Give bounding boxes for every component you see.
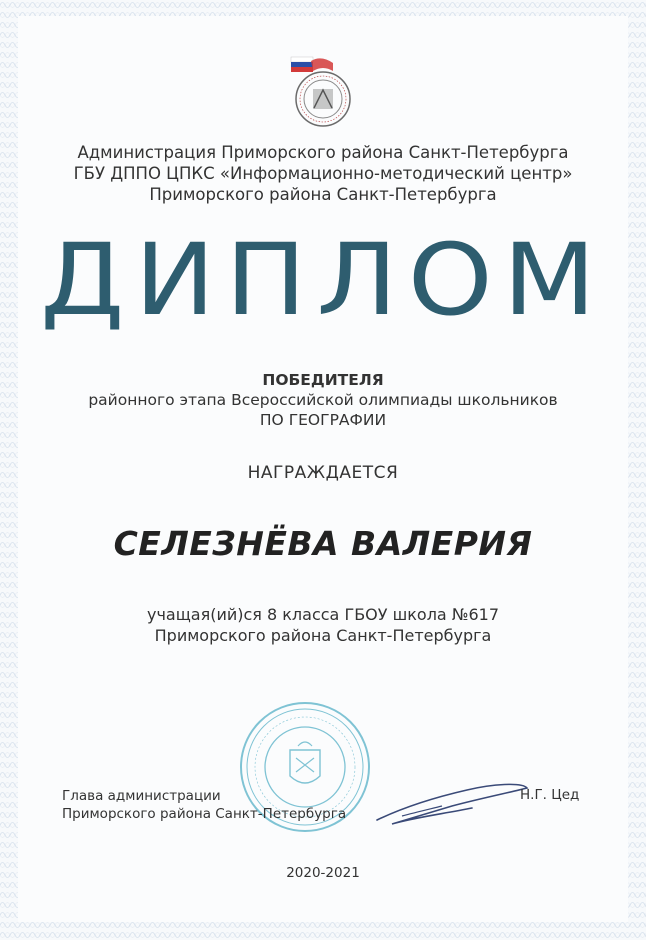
- academic-year: 2020-2021: [286, 865, 360, 881]
- stage-text: районного этапа Всероссийской олимпиады школьников: [88, 391, 558, 409]
- signatory-title-line-1: Глава администрации: [62, 788, 221, 804]
- issuer-line-3: Приморского района Санкт-Петербурга: [149, 185, 497, 204]
- signatory-title: [62, 787, 346, 823]
- winner-label: ПОБЕДИТЕЛЯ: [262, 371, 384, 389]
- student-line-2: Приморского района Санкт-Петербурга: [154, 626, 492, 645]
- winner-block: [0, 370, 646, 430]
- signatory-title-line-2: Приморского района Санкт-Петербурга: [62, 806, 347, 822]
- issuer-header: [0, 142, 646, 205]
- student-info: [0, 604, 646, 646]
- issuer-line-2: ГБУ ДППО ЦПКС «Информационно-методический центр»: [73, 164, 573, 183]
- olympiad-emblem-icon: [281, 53, 361, 133]
- issuer-line-1: Администрация Приморского района Санкт-Петербурга: [77, 143, 569, 162]
- recipient-name: СЕЛЕЗНЁВА ВАЛЕРИЯ: [113, 524, 533, 563]
- diploma-title: ДИПЛОМ: [40, 223, 606, 339]
- awarded-label: НАГРАЖДАЕТСЯ: [247, 463, 399, 483]
- handwritten-signature: [372, 768, 532, 838]
- subject-text: ПО ГЕОГРАФИИ: [259, 411, 387, 429]
- student-line-1: учащая(ий)ся 8 класса ГБОУ школа №617: [146, 605, 499, 624]
- signatory-name: Н.Г. Цед: [520, 787, 580, 803]
